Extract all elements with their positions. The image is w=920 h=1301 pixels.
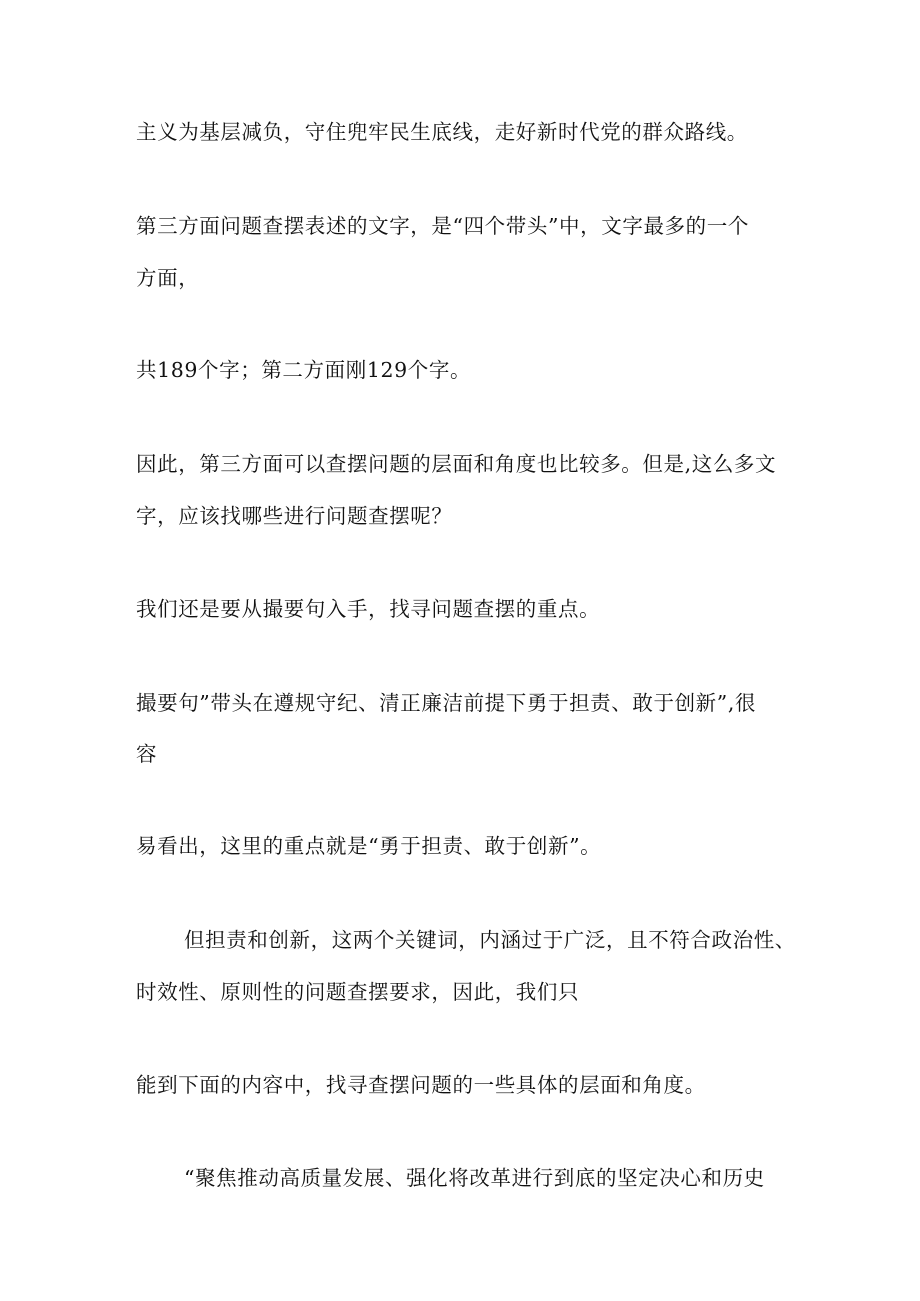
text-line: 时效性、原则性的问题查摆要求，因此，我们只 [136, 980, 580, 1004]
text-line: “聚焦推动高质量发展、强化将改革进行到底的坚定决心和历史 [184, 1166, 765, 1190]
text-line: 容 [136, 742, 158, 766]
text-line: 第三方面问题查摆表述的文字，是“四个带头”中，文字最多的一个 [136, 214, 749, 238]
text-line: 共189个字；第二方面刚129个字。 [136, 358, 472, 382]
text-line: 字，应该找哪些进行问题查摆呢？ [136, 504, 453, 528]
text-line: 撮要句”带头在遵规守纪、清正廉洁前提下勇于担责、敢于创新”,很 [136, 691, 757, 715]
text-line: 方面， [136, 266, 200, 290]
text-line: 能到下面的内容中，找寻查摆问题的一些具体的层面和角度。 [136, 1073, 706, 1097]
text-line: 易看出，这里的重点就是“勇于担责、敢于创新”。 [136, 834, 602, 858]
text-line: 因此，第三方面可以查摆问题的层面和角度也比较多。但是,这么多文 [136, 452, 777, 476]
text-line: 但担责和创新，这两个关键词，内涵过于广泛，且不符合政治性、 [184, 928, 796, 952]
text-line: 主义为基层减负，守住兜牢民生底线，走好新时代党的群众路线。 [136, 120, 748, 144]
text-line: 我们还是要从撮要句入手，找寻问题查摆的重点。 [136, 597, 601, 621]
